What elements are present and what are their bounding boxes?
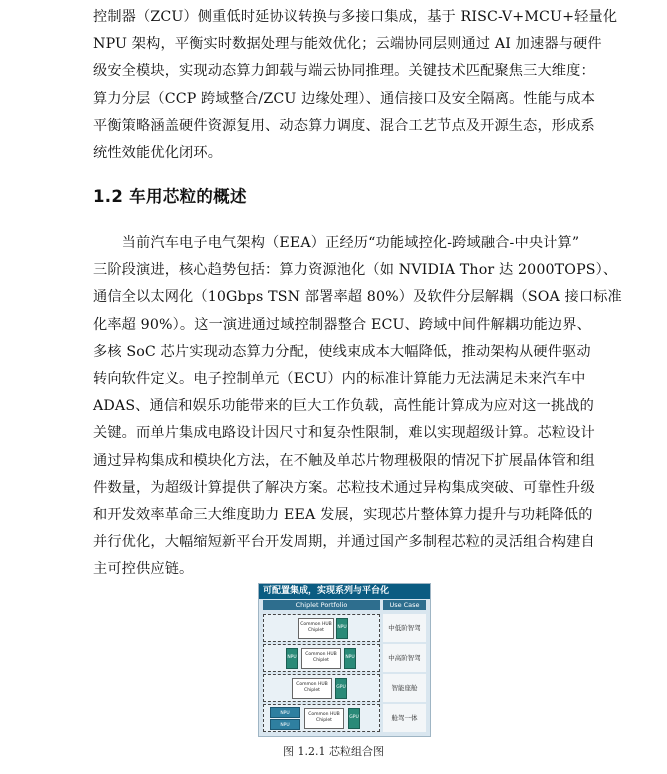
text-line: 多核 SoC 芯片实现动态算力分配，使线束成本大幅降低，推动架构从硬件驱动	[93, 343, 591, 360]
npu-chiplet: NPU	[270, 719, 300, 730]
gpu-chiplet: GPU	[348, 708, 360, 729]
npu-chiplet: NPU	[336, 618, 348, 639]
npu-chiplet: NPU	[344, 648, 356, 669]
text-line: 算力分层（CCP 跨域整合/ZCU 边缘处理）、通信接口及安全隔离。性能与成本	[93, 90, 596, 107]
chiplet-portfolio-cell	[263, 644, 380, 672]
chiplet-portfolio-cell	[263, 674, 380, 702]
usecase-label: 中低阶智驾	[383, 614, 426, 642]
text-line: 转向软件定义。电子控制单元（ECU）内的标准计算能力无法满足未来汽车中	[93, 371, 586, 388]
hub-chiplet: Common HUB Chiplet	[301, 648, 341, 669]
text-line: 并行优化，大幅缩短新平台开发周期，并通过国产多制程芯粒的灵活组合构建自	[93, 534, 595, 551]
figure-row	[263, 644, 426, 672]
gpu-chiplet: GPU	[335, 678, 347, 699]
usecase-header: Use Case	[383, 600, 426, 610]
figure-row	[263, 674, 426, 702]
chiplet-portfolio-cell	[263, 704, 380, 732]
body-paragraph-1	[93, 4, 618, 167]
text-line: 三阶段演进，核心趋势包括：算力资源池化（如 NVIDIA Thor 达 2000TOPS）、	[93, 262, 618, 279]
text-line: 通过异构集成和模块化方法，在不触及单芯片物理极限的情况下扩展晶体管和组	[93, 452, 595, 469]
body-paragraph-2	[93, 230, 622, 584]
text-line: ADAS、通信和娱乐功能带来的巨大工作负载，高性能计算成为应对这一挑战的	[93, 398, 594, 415]
text-line: 化率超 90%）。这一演进通过域控制器整合 ECU、跨域中间件解耦功能边界、	[93, 316, 591, 333]
hub-chiplet: Common HUB Chiplet	[304, 708, 344, 729]
npu-chiplet: NPU	[286, 648, 298, 669]
text-line: NPU 架构，平衡实时数据处理与能效优化；云端协同层则通过 AI 加速器与硬件	[93, 36, 602, 53]
portfolio-header: Chiplet Portfolio	[263, 600, 380, 610]
figure-caption: 图 1.2.1 芯粒组合图	[283, 745, 384, 758]
figure-title: 可配置集成，实现系列与平台化	[259, 584, 430, 599]
text-line: 级安全模块，实现动态算力卸载与端云协同推理。关键技术匹配聚焦三大维度：	[93, 63, 595, 80]
figure-row	[263, 614, 426, 642]
hub-chiplet: Common HUB Chiplet	[292, 678, 332, 699]
hub-chiplet: Common HUB Chiplet	[298, 618, 334, 639]
text-line: 当前汽车电子电气架构（EEA）正经历“功能域控化-跨域融合-中央计算”	[93, 235, 580, 251]
section-heading: 1.2 车用芯粒的概述	[93, 187, 247, 206]
chiplet-combination-figure	[258, 583, 431, 737]
figure-row	[263, 704, 426, 732]
text-line: 平衡策略涵盖硬件资源复用、动态算力调度、混合工艺节点及开源生态，形成系	[93, 117, 595, 134]
text-line: 控制器（ZCU）侧重低时延协议转换与多接口集成，基于 RISC-V+MCU+轻量化	[93, 9, 618, 25]
text-line: 和开发效率革命三大维度助力 EEA 发展，实现芯片整体算力提升与功耗降低的	[93, 507, 593, 524]
chiplet-portfolio-cell	[263, 614, 380, 642]
usecase-label: 智能座舱	[383, 674, 426, 702]
text-line: 统性效能优化闭环。	[93, 145, 223, 162]
text-line: 关键。而单片集成电路设计因尺寸和复杂性限制，难以实现超级计算。芯粒设计	[93, 425, 595, 442]
text-line: 件数量，为超级计算提供了解决方案。芯粒技术通过异构集成突破、可靠性升级	[93, 479, 595, 496]
usecase-label: 中高阶智驾	[383, 644, 426, 672]
usecase-label: 舱驾一体	[383, 704, 426, 732]
text-line: 通信全以太网化（10Gbps TSN 部署率超 80%）及软件分层解耦（SOA 接口标准	[93, 289, 622, 306]
npu-chiplet: NPU	[270, 707, 300, 718]
text-line: 主可控供应链。	[93, 561, 194, 578]
